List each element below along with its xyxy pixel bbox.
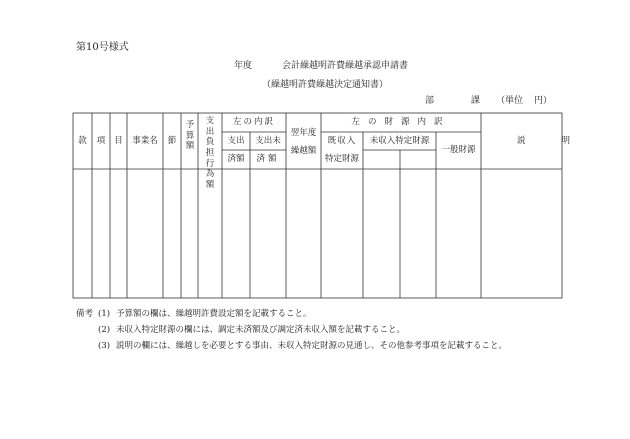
- col-jigyomei: 事業名: [132, 136, 158, 146]
- unit-value: 円）: [534, 96, 553, 106]
- col-kishu-1: 既収入: [327, 136, 357, 146]
- form-number: 第10号様式: [76, 42, 129, 53]
- col-shishutsu-mi-1: 支出未: [255, 136, 281, 146]
- col-shishutsu-zumi-2: 済額: [227, 154, 245, 164]
- col-setsumei: 説明: [517, 136, 607, 146]
- col-shishutsu-futan: 支出負担行為額: [205, 116, 215, 190]
- col-kou: 項: [96, 136, 106, 146]
- note-3-text: 説明の欄には、繰越しを必要とする事由、未収入特定財源の見通し、その他参考事項を記載すること。: [116, 341, 508, 351]
- col-sa-zaigen: 左の財源内訳: [351, 117, 451, 127]
- col-moku: 目: [114, 136, 123, 146]
- note-1-text: 予算額の欄は、繰越明許費設定額を記載すること。: [116, 309, 312, 319]
- department-label: 部: [425, 96, 435, 106]
- col-kan: 款: [78, 136, 87, 146]
- col-yokunendo-2: 繰越額: [290, 146, 317, 156]
- col-shishutsu-zumi-1: 支出: [227, 136, 245, 146]
- section-label: 課: [471, 96, 481, 106]
- note-2-number: (2): [98, 325, 111, 335]
- col-shishutsu-mi-2: 済額: [256, 154, 280, 164]
- unit-label: （単位: [496, 96, 524, 106]
- fiscal-year-label: 年度: [234, 61, 253, 71]
- col-yosangaku: 予算額: [185, 120, 195, 152]
- document-title: 会計繰越明許費繰越承認申請書: [282, 61, 409, 71]
- col-setsu: 節: [167, 136, 177, 146]
- col-yokunendo-1: 翌年度: [290, 128, 317, 138]
- notes-label: 備考: [76, 309, 94, 319]
- col-kishu-2: 特定財源: [324, 154, 359, 164]
- note-1-number: (1): [98, 309, 111, 319]
- col-sa-uchiwake: 左の内訳: [232, 117, 275, 127]
- document-subtitle: （繰越明許費繰越決定通知書）: [262, 80, 389, 90]
- note-3-number: (3): [98, 341, 111, 351]
- note-2-text: 未収入特定財源の欄には、調定未済額及び調定済未収入額を記載すること。: [116, 325, 406, 335]
- col-ippan: 一般財源: [441, 145, 476, 155]
- col-mishu: 未収入特定財源: [369, 136, 430, 146]
